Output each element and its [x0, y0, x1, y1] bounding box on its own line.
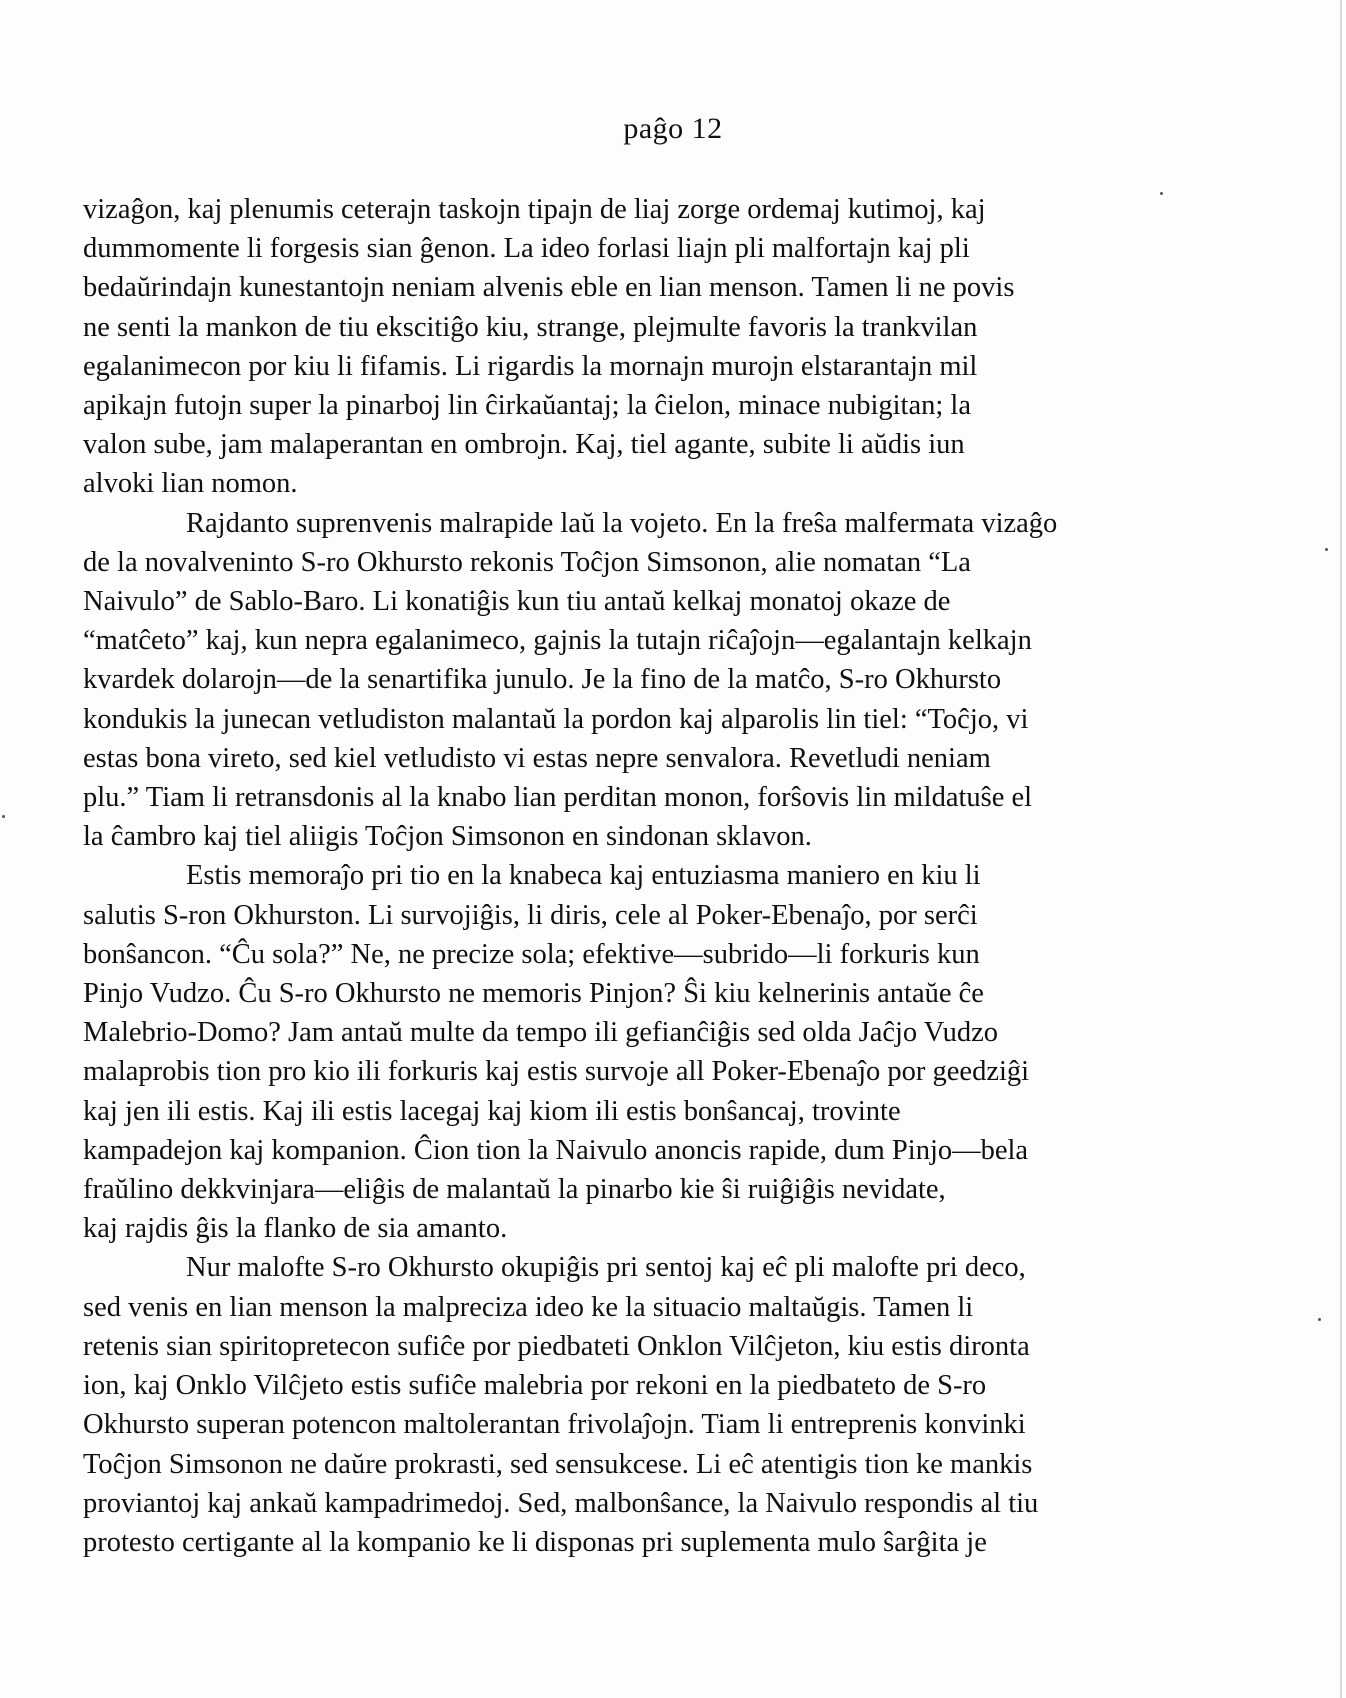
- text-line: ion, kaj Onklo Vilĉjeto estis sufiĉe malebria por rekoni en la piedbateto de S-ro: [83, 1370, 987, 1402]
- text-line: la ĉambro kaj tiel aliigis Toĉjon Simsonon en sindonan sklavon.: [83, 821, 812, 853]
- text-line: kampadejon kaj kompanion. Ĉion tion la Naivulo anoncis rapide, dum Pinjo—bela: [83, 1134, 1029, 1166]
- text-line: Toĉjon Simsonon ne daŭre prokrasti, sed sensukcese. Li eĉ atentigis tion ke mankis: [83, 1448, 1033, 1480]
- scan-speck: [1325, 548, 1328, 551]
- text-line: kondukis la junecan vetludiston malantaŭ la pordon kaj alparolis lin tiel: “Toĉjo, vi: [83, 703, 1029, 735]
- text-line: retenis sian spiritopretecon sufiĉe por piedbateti Onklon Vilĉjeton, kiu estis dironta: [83, 1330, 1030, 1362]
- text-line: kvardek dolarojn—de la senartifika junulo. Je la fino de la matĉo, S-ro Okhursto: [83, 664, 1002, 696]
- text-line: dummomente li forgesis sian ĝenon. La ideo forlasi liajn pli malfortajn kaj pli: [83, 233, 970, 265]
- text-line: salutis S-ron Okhurston. Li survojiĝis, li diris, cele al Poker-Ebenaĵo, por serĉi: [83, 899, 978, 931]
- text-line: Malebrio-Domo? Jam antaŭ multe da tempo ili gefianĉiĝis sed olda Jaĉjo Vudzo: [83, 1017, 999, 1049]
- page-body-text: [83, 190, 1213, 1562]
- scan-speck: [2, 815, 5, 818]
- scan-edge-line: [1340, 0, 1342, 1698]
- text-line: de la novalveninto S-ro Okhursto rekonis Toĉjon Simsonon, alie nomatan “La: [83, 546, 971, 578]
- text-line: vizaĝon, kaj plenumis ceterajn taskojn tipajn de liaj zorge ordemaj kutimoj, kaj: [83, 194, 986, 225]
- text-line: Naivulo” de Sablo-Baro. Li konatiĝis kun tiu antaŭ kelkaj monatoj okaze de: [83, 586, 951, 618]
- text-line: ne senti la mankon de tiu ekscitiĝo kiu, strange, plejmulte favoris la trankvilan: [83, 311, 978, 343]
- text-line: alvoki lian nomon.: [83, 468, 298, 500]
- text-line: apikajn futojn super la pinarboj lin ĉirkaŭantaj; la ĉielon, minace nubigitan; la: [83, 390, 971, 422]
- text-line: “matĉeto” kaj, kun nepra egalanimeco, gajnis la tutajn riĉaĵojn—egalantajn kelkajn: [83, 625, 1032, 657]
- text-line: malaprobis tion pro kio ili forkuris kaj estis survoje all Poker-Ebenaĵo por geedziĝi: [83, 1056, 1030, 1088]
- scan-speck: [1318, 1318, 1321, 1321]
- text-line: valon sube, jam malaperantan en ombrojn. Kaj, tiel agante, subite li aŭdis iun: [83, 429, 965, 461]
- text-line: bedaŭrindajn kunestantojn neniam alvenis eble en lian menson. Tamen li ne povis: [83, 272, 1015, 304]
- text-line: Nur malofte S-ro Okhursto okupiĝis pri sentoj kaj eĉ pli malofte pri deco,: [186, 1252, 1026, 1284]
- text-line: bonŝancon. “Ĉu sola?” Ne, ne precize sola; efektive—subrido—li forkuris kun: [83, 938, 980, 970]
- text-line: fraŭlino dekkvinjara—eliĝis de malantaŭ la pinarbo kie ŝi ruiĝiĝis nevidate,: [83, 1174, 946, 1206]
- text-line: sed venis en lian menson la malpreciza ideo ke la situacio maltaŭgis. Tamen li: [83, 1291, 974, 1323]
- text-line: Pinjo Vudzo. Ĉu S-ro Okhursto ne memoris Pinjon? Ŝi kiu kelnerinis antaŭe ĉe: [83, 978, 984, 1010]
- page-header: paĝo 12: [623, 112, 723, 145]
- text-line: Okhursto superan potencon maltolerantan frivolaĵojn. Tiam li entreprenis konvinki: [83, 1409, 1026, 1441]
- text-line: kaj jen ili estis. Kaj ili estis lacegaj kaj kiom ili estis bonŝancaj, trovinte: [83, 1095, 901, 1127]
- text-line: protesto certigante al la kompanio ke li disponas pri suplementa mulo ŝarĝita je: [83, 1526, 987, 1558]
- text-line: egalanimecon por kiu li fifamis. Li rigardis la mornajn murojn elstarantajn mil: [83, 350, 978, 382]
- text-line: estas bona vireto, sed kiel vetludisto vi estas nepre senvalora. Revetludi neniam: [83, 742, 991, 774]
- text-line: Estis memoraĵo pri tio en la knabeca kaj entuziasma maniero en kiu li: [186, 860, 981, 892]
- text-line: Rajdanto suprenvenis malrapide laŭ la vojeto. En la freŝa malfermata vizaĝo: [186, 507, 1058, 539]
- text-line: proviantoj kaj ankaŭ kampadrimedoj. Sed, malbonŝance, la Naivulo respondis al tiu: [83, 1487, 1039, 1519]
- text-line: plu.” Tiam li retransdonis al la knabo lian perditan monon, forŝovis lin mildatuŝe el: [83, 782, 1033, 814]
- text-line: kaj rajdis ĝis la flanko de sia amanto.: [83, 1213, 508, 1245]
